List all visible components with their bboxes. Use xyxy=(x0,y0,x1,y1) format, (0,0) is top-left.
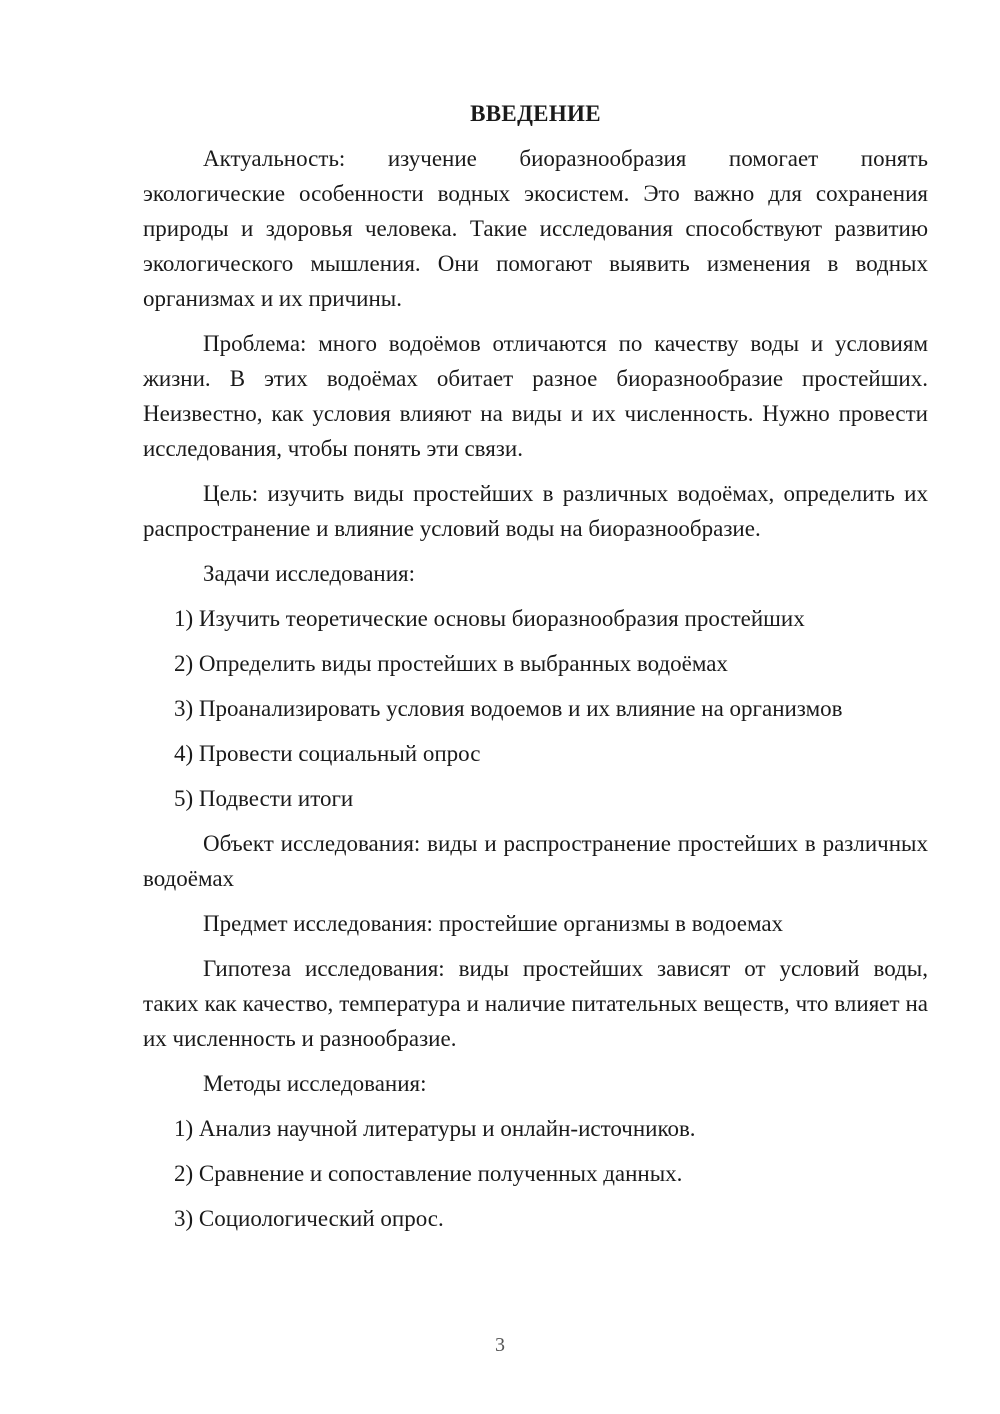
method-item-2: 2) Сравнение и сопоставление полученных данных. xyxy=(174,1161,683,1186)
page-content xyxy=(143,96,928,1246)
tasks-heading: Задачи исследования: xyxy=(203,561,416,586)
task-item-5: 5) Подвести итоги xyxy=(174,786,354,811)
method-item-3: 3) Социологический опрос. xyxy=(174,1206,444,1231)
task-item-1: 1) Изучить теоретические основы биоразнообразия простейших xyxy=(174,606,805,631)
task-item-4: 4) Провести социальный опрос xyxy=(174,741,481,766)
relevance-paragraph: Актуальность: изучение биоразнообразия помогает понять экологические особенности водных экосистем. Это важно для сохранения природы и здоровья человека. Такие исследования способствуют развитию экологического мышления. Они помогают выявить изменения в водных организмах и их причины. xyxy=(143,146,928,311)
goal-paragraph: Цель: изучить виды простейших в различных водоёмах, определить их распространение и влияние условий воды на биоразнообразие. xyxy=(143,481,928,541)
problem-paragraph: Проблема: много водоёмов отличаются по качеству воды и условиям жизни. В этих водоёмах обитает разное биоразнообразие простейших. Неизвестно, как условия влияют на виды и их численность. Нужно провести исследования, чтобы понять эти связи. xyxy=(143,331,928,461)
object-paragraph: Объект исследования: виды и распространение простейших в различных водоёмах xyxy=(143,831,928,891)
methods-heading: Методы исследования: xyxy=(203,1071,427,1096)
task-item-3: 3) Проанализировать условия водоемов и их влияние на организмов xyxy=(174,696,843,721)
hypothesis-paragraph: Гипотеза исследования: виды простейших зависят от условий воды, таких как качество, температура и наличие питательных веществ, что влияет на их численность и разнообразие. xyxy=(143,956,928,1051)
task-item-2: 2) Определить виды простейших в выбранных водоёмах xyxy=(174,651,728,676)
method-item-1: 1) Анализ научной литературы и онлайн-источников. xyxy=(174,1116,696,1141)
page-title: ВВЕДЕНИЕ xyxy=(470,101,601,126)
page-number: 3 xyxy=(495,1334,505,1356)
subject-paragraph: Предмет исследования: простейшие организмы в водоемах xyxy=(203,911,784,936)
